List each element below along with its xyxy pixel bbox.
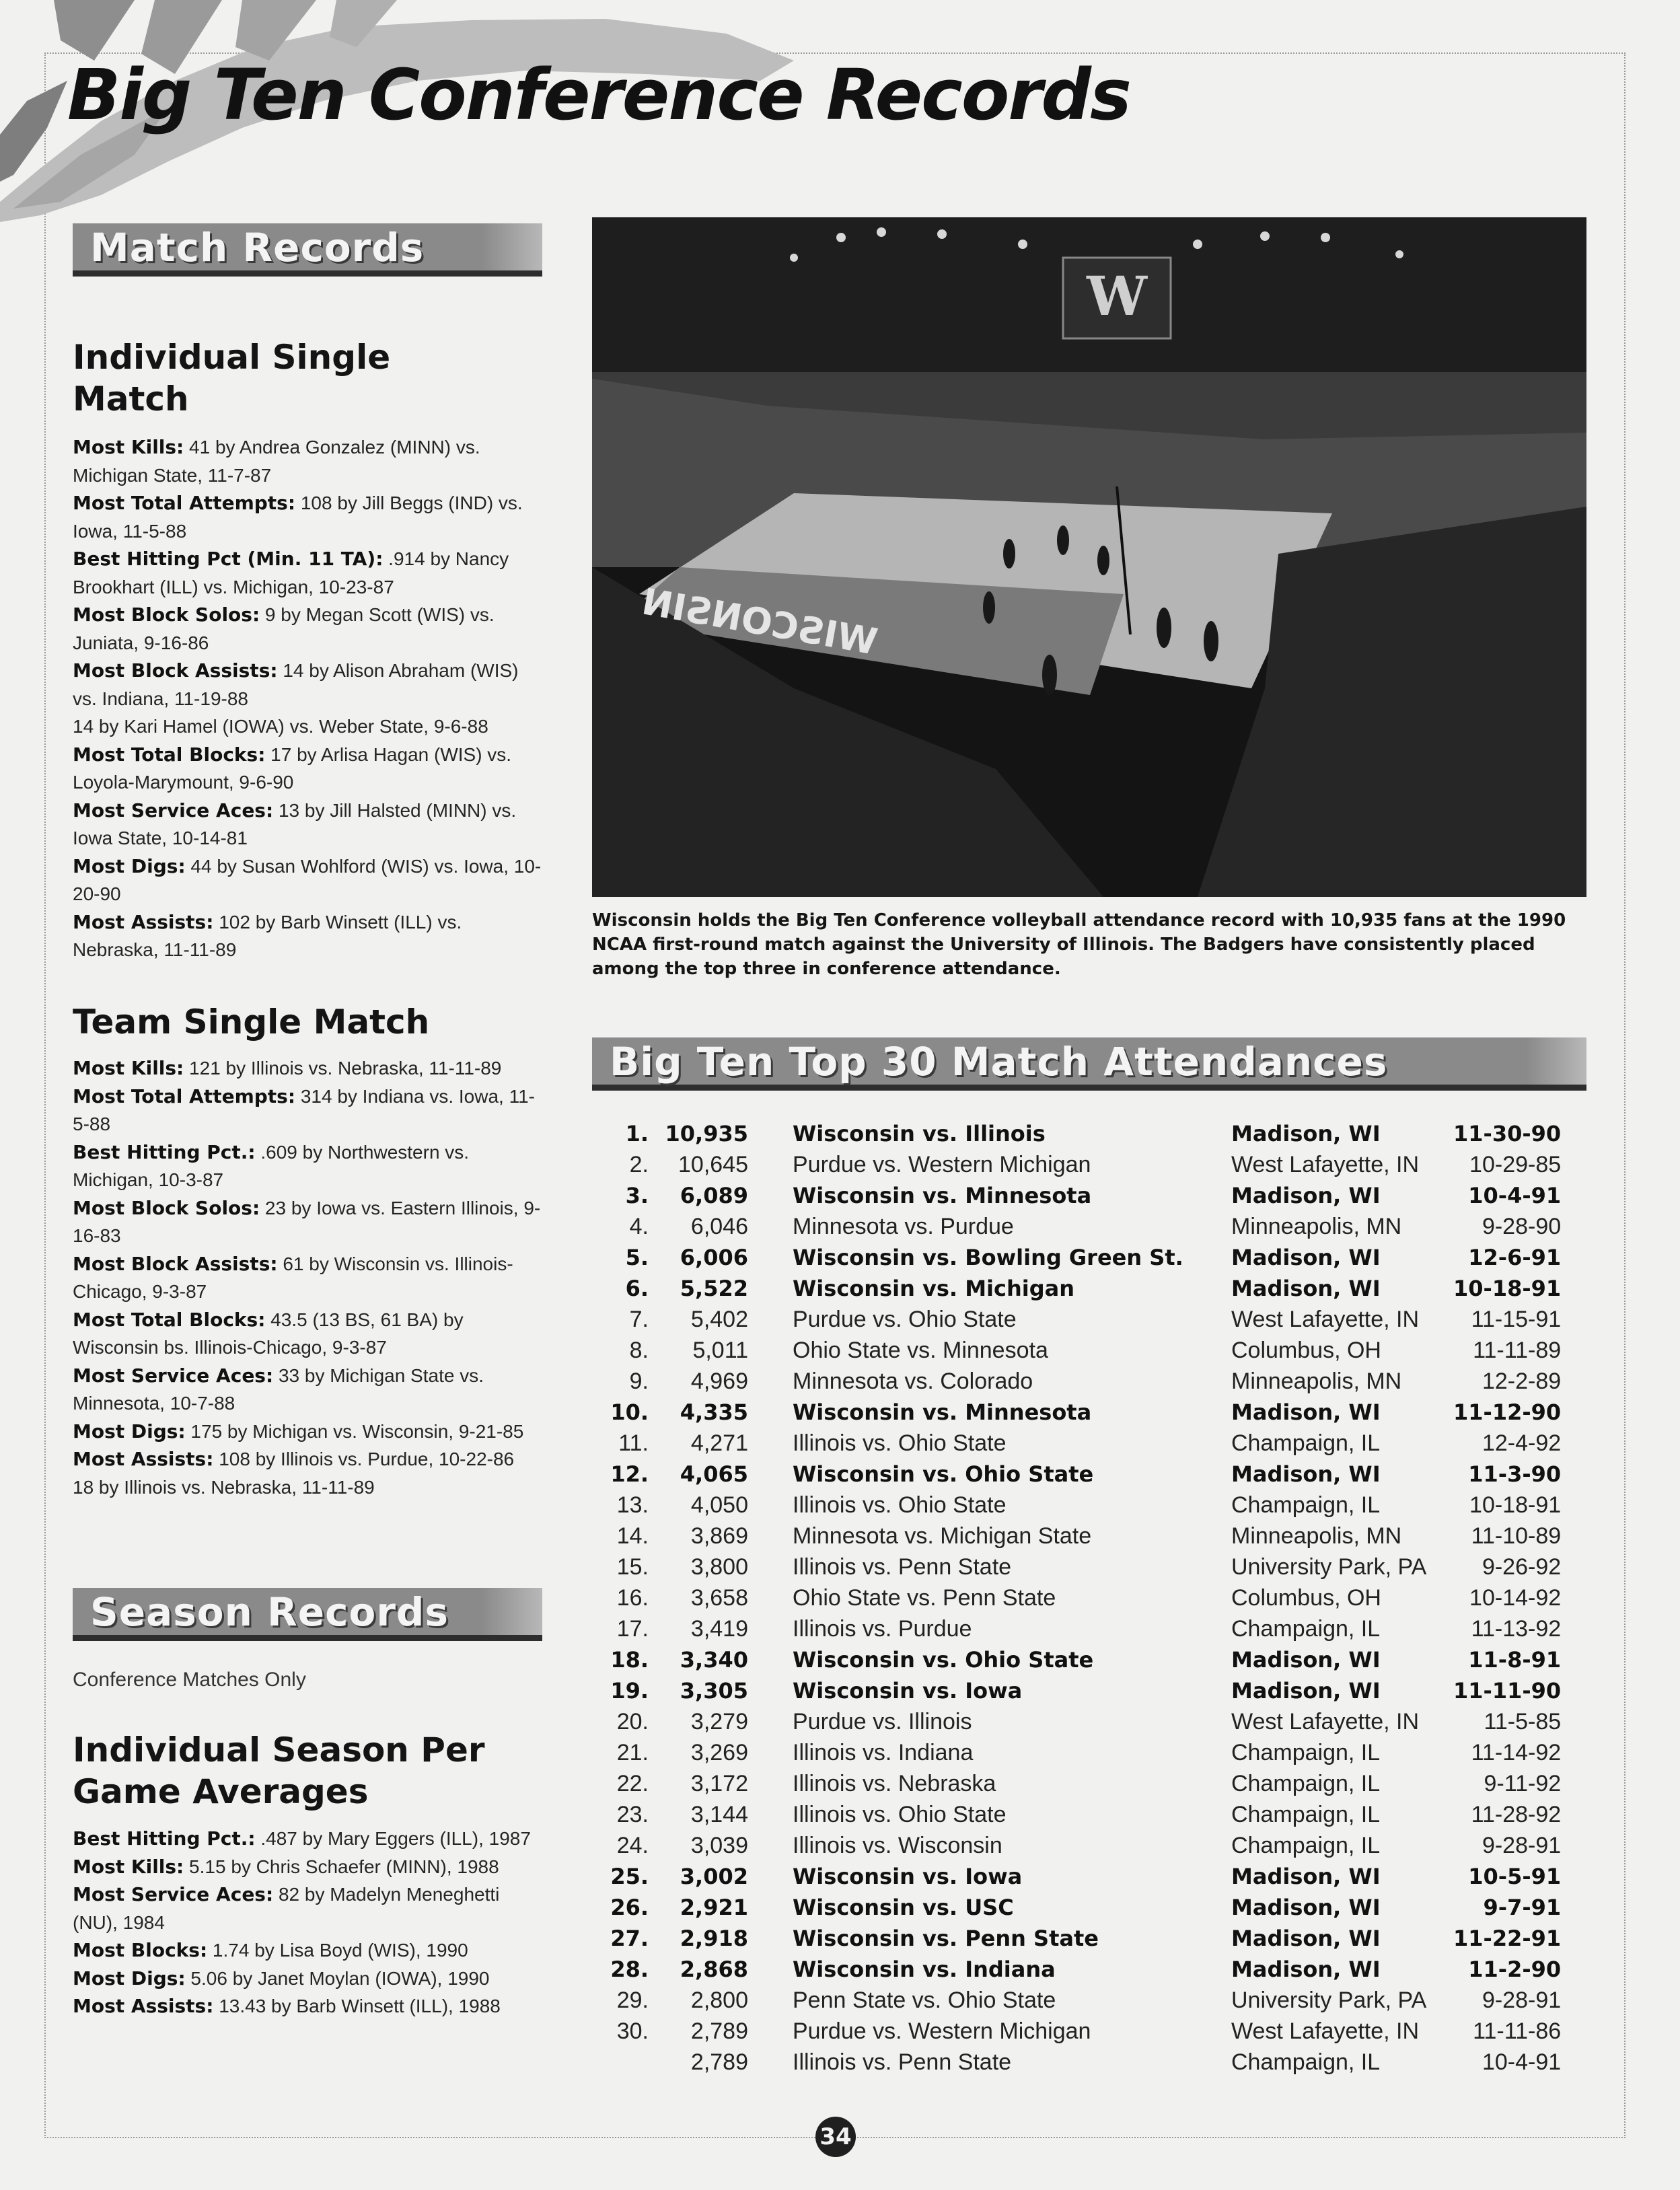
- attendance-location-cell: Minneapolis, MN: [1231, 1523, 1402, 1549]
- attendance-date-cell: 11-22-91: [1453, 1926, 1562, 1951]
- attendance-rank-cell: [592, 2047, 655, 2078]
- record-label: Most Service Aces:: [73, 1364, 274, 1387]
- attendance-table: [592, 1118, 1561, 2078]
- record-text: 17 by Arlisa Hagan (WIS) vs. Loyola-Marymount, 9-6-90: [73, 743, 512, 793]
- record-label: Best Hitting Pct.:: [73, 1827, 256, 1850]
- scoreboard-letter: W: [1087, 264, 1147, 328]
- attendance-matchup-cell: Wisconsin vs. Minnesota: [793, 1399, 1092, 1425]
- attendance-location-cell: University Park, PA: [1231, 1987, 1427, 2013]
- attendance-attendance-cell: 2,921: [680, 1895, 748, 1920]
- attendance-location-cell: Madison, WI: [1231, 1461, 1381, 1487]
- attendance-row: [592, 1490, 1561, 1521]
- record-text: 1.74 by Lisa Boyd (WIS), 1990: [207, 1940, 468, 1961]
- record-item: [73, 1965, 544, 1993]
- attendance-location-cell: West Lafayette, IN: [1231, 1307, 1420, 1332]
- attendance-row: [592, 1985, 1561, 2016]
- match-records-bar-label: Match Records: [90, 225, 425, 270]
- record-label: Most Kills:: [73, 1057, 184, 1079]
- attendance-rank-cell: 14.: [616, 1523, 649, 1549]
- record-label: Most Block Assists:: [73, 1252, 278, 1275]
- record-text: 18 by Illinois vs. Nebraska, 11-11-89: [73, 1476, 375, 1498]
- attendance-row: [592, 1613, 1561, 1644]
- attendance-attendance-cell: 3,419: [690, 1616, 748, 1642]
- attendance-row: [592, 1892, 1561, 1923]
- attendance-rank-cell: 3.: [625, 1183, 649, 1208]
- attendance-attendance-cell: 2,868: [680, 1957, 748, 1982]
- record-text: 13.43 by Barb Winsett (ILL), 1988: [213, 1996, 501, 2016]
- attendance-attendance-cell: 2,800: [690, 1987, 748, 2013]
- attendance-rank-cell: 6.: [625, 1276, 649, 1301]
- season-note: Conference Matches Only: [73, 1669, 306, 1691]
- attendance-attendance-cell: 10,935: [665, 1121, 748, 1146]
- attendance-location-cell: Champaign, IL: [1231, 1771, 1381, 1796]
- attendance-rank-cell: 22.: [616, 1771, 649, 1796]
- attendance-row: [592, 1428, 1561, 1459]
- attendance-matchup-cell: Illinois vs. Ohio State: [793, 1492, 1007, 1518]
- attendance-matchup-cell: Purdue vs. Western Michigan: [793, 2018, 1091, 2044]
- attendance-location-cell: Madison, WI: [1231, 1864, 1381, 1889]
- attendance-date-cell: 11-15-91: [1471, 1307, 1562, 1332]
- attendance-location-cell: Madison, WI: [1231, 1399, 1381, 1425]
- attendance-location-cell: Madison, WI: [1231, 1121, 1381, 1146]
- attendance-location-cell: Madison, WI: [1231, 1276, 1381, 1301]
- attendance-rank-cell: 4.: [629, 1214, 649, 1239]
- attendance-matchup-cell: Illinois vs. Nebraska: [793, 1771, 996, 1796]
- court-wordmark: WISCONSIN: [638, 580, 881, 663]
- attendance-date-cell: 11-14-92: [1471, 1740, 1562, 1765]
- attendance-date-cell: 10-4-91: [1468, 1183, 1562, 1208]
- individual-season-heading: Individual Season Per Game Averages: [73, 1730, 485, 1811]
- attendance-matchup-cell: Illinois vs. Penn State: [793, 1554, 1012, 1580]
- attendance-row: [592, 1211, 1561, 1242]
- attendance-location-cell: Champaign, IL: [1231, 1740, 1381, 1765]
- record-text: 13 by Jill Halsted (MINN) vs. Iowa State, 10-14-81: [73, 799, 517, 848]
- attendance-rank-cell: 28.: [610, 1957, 649, 1982]
- record-label: Most Service Aces:: [73, 1883, 274, 1905]
- attendance-rank-cell: 27.: [610, 1926, 649, 1951]
- attendance-date-cell: 10-18-91: [1453, 1276, 1562, 1301]
- record-label: Most Assists:: [73, 1995, 214, 2017]
- attendance-attendance-cell: 4,335: [680, 1399, 748, 1425]
- attendance-rank-cell: 9.: [629, 1368, 649, 1394]
- record-label: Most Service Aces:: [73, 799, 274, 822]
- record-item: [73, 1825, 544, 1853]
- attendance-rank-cell: 17.: [616, 1616, 649, 1642]
- attendance-matchup-cell: Illinois vs. Ohio State: [793, 1802, 1007, 1827]
- record-text: 5.15 by Chris Schaefer (MINN), 1988: [184, 1856, 499, 1877]
- attendance-matchup-cell: Purdue vs. Illinois: [793, 1709, 972, 1735]
- attendance-matchup-cell: Wisconsin vs. Ohio State: [793, 1647, 1094, 1673]
- attendance-rank-cell: 16.: [616, 1585, 649, 1611]
- attendance-location-cell: University Park, PA: [1231, 1554, 1427, 1580]
- record-text: 121 by Illinois vs. Nebraska, 11-11-89: [184, 1058, 502, 1079]
- record-item: [73, 1138, 544, 1194]
- attendance-attendance-cell: 5,402: [690, 1307, 748, 1332]
- attendance-date-cell: 9-28-91: [1482, 1833, 1562, 1858]
- individual-records-list: [73, 433, 544, 964]
- attendance-rank-cell: 2.: [629, 1152, 649, 1177]
- record-text: .609 by Northwestern vs. Michigan, 10-3-87: [73, 1141, 470, 1190]
- attendance-row: [592, 2016, 1561, 2047]
- attendance-row: [592, 1799, 1561, 1830]
- attendance-date-cell: 10-18-91: [1469, 1492, 1562, 1518]
- record-item: [73, 1936, 544, 1965]
- attendance-location-cell: Madison, WI: [1231, 1647, 1381, 1673]
- attendance-date-cell: 11-8-91: [1468, 1647, 1562, 1673]
- record-text: 108 by Jill Beggs (IND) vs. Iowa, 11-5-88: [73, 492, 523, 542]
- attendance-matchup-cell: Illinois vs. Purdue: [793, 1616, 972, 1642]
- attendance-date-cell: 10-5-91: [1468, 1864, 1562, 1889]
- attendance-matchup-cell: Wisconsin vs. Ohio State: [793, 1461, 1094, 1487]
- record-item: [73, 1445, 544, 1473]
- record-text: 14 by Alison Abraham (WIS) vs. Indiana, 11-19-88: [73, 660, 519, 709]
- attendance-matchup-cell: Wisconsin vs. Indiana: [793, 1957, 1056, 1982]
- attendance-row: [592, 1304, 1561, 1335]
- team-records-list: [73, 1054, 544, 1501]
- attendance-rank-cell: 25.: [610, 1864, 649, 1889]
- attendance-attendance-cell: 6,046: [690, 1214, 748, 1239]
- attendance-rank-cell: 19.: [610, 1678, 649, 1704]
- record-text: 33 by Michigan State vs. Minnesota, 10-7-88: [73, 1364, 484, 1414]
- record-label: Most Block Assists:: [73, 659, 278, 682]
- record-item: [73, 545, 544, 601]
- attendance-date-cell: 9-7-91: [1483, 1895, 1562, 1920]
- attendance-matchup-cell: Minnesota vs. Michigan State: [793, 1523, 1092, 1549]
- record-label: Most Block Solos:: [73, 1196, 260, 1219]
- attendance-attendance-cell: 3,340: [680, 1647, 748, 1673]
- record-text: 14 by Kari Hamel (IOWA) vs. Weber State, 9-6-88: [73, 716, 488, 737]
- attendance-rank-cell: 29.: [616, 1987, 649, 2013]
- attendance-date-cell: 12-4-92: [1482, 1430, 1562, 1456]
- attendance-matchup-cell: Purdue vs. Western Michigan: [793, 1152, 1091, 1177]
- record-item: [73, 1250, 544, 1306]
- record-text: .914 by Nancy Brookhart (ILL) vs. Michigan, 10-23-87: [73, 548, 509, 597]
- record-text: .487 by Mary Eggers (ILL), 1987: [255, 1828, 531, 1849]
- attendance-attendance-cell: 6,089: [680, 1183, 748, 1208]
- attendance-matchup-cell: Minnesota vs. Purdue: [793, 1214, 1014, 1239]
- record-label: Most Total Blocks:: [73, 743, 266, 766]
- record-text: 5.06 by Janet Moylan (IOWA), 1990: [185, 1967, 490, 1989]
- attendance-matchup-cell: Illinois vs. Indiana: [793, 1740, 974, 1765]
- attendance-matchup-cell: Wisconsin vs. Penn State: [793, 1926, 1099, 1951]
- attendance-rank-cell: 30.: [616, 2018, 649, 2044]
- attendance-matchup-cell: Wisconsin vs. USC: [793, 1895, 1014, 1920]
- attendance-row: [592, 1118, 1561, 1149]
- attendance-matchup-cell: Purdue vs. Ohio State: [793, 1307, 1017, 1332]
- attendance-location-cell: Columbus, OH: [1231, 1338, 1381, 1363]
- arena-photo: [592, 217, 1586, 897]
- record-item: [73, 1992, 544, 2020]
- attendance-attendance-cell: 2,789: [690, 2049, 748, 2075]
- attendance-attendance-cell: 3,002: [680, 1864, 748, 1889]
- attendance-matchup-cell: Wisconsin vs. Illinois: [793, 1121, 1046, 1146]
- attendance-location-cell: Madison, WI: [1231, 1957, 1381, 1982]
- record-label: Most Kills:: [73, 1855, 184, 1878]
- record-text: 102 by Barb Winsett (ILL) vs. Nebraska, 11-11-89: [73, 911, 462, 960]
- attendance-matchup-cell: Wisconsin vs. Michigan: [793, 1276, 1074, 1301]
- attendance-date-cell: 11-28-92: [1471, 1802, 1562, 1827]
- attendance-matchup-cell: Wisconsin vs. Minnesota: [793, 1183, 1092, 1208]
- attendance-date-cell: 9-28-91: [1482, 1987, 1562, 2013]
- attendance-attendance-cell: 5,011: [692, 1338, 748, 1363]
- attendance-date-cell: 11-3-90: [1468, 1461, 1562, 1487]
- record-text: 108 by Illinois vs. Purdue, 10-22-86: [213, 1449, 515, 1469]
- attendance-row: [592, 1366, 1561, 1397]
- record-label: Most Digs:: [73, 854, 186, 877]
- attendance-matchup-cell: Ohio State vs. Minnesota: [793, 1338, 1048, 1363]
- record-item: [73, 713, 544, 741]
- attendance-row: [592, 1459, 1561, 1490]
- attendance-attendance-cell: 4,050: [690, 1492, 748, 1518]
- record-item: [73, 1083, 544, 1138]
- attendance-location-cell: Madison, WI: [1231, 1895, 1381, 1920]
- attendance-row: [592, 1552, 1561, 1582]
- record-label: Most Blocks:: [73, 1939, 208, 1961]
- attendance-rank-cell: 10.: [610, 1399, 649, 1425]
- record-text: 175 by Michigan vs. Wisconsin, 9-21-85: [185, 1420, 524, 1442]
- season-records-bar-label: Season Records: [90, 1589, 449, 1635]
- attendance-rank-cell: 8.: [629, 1338, 649, 1363]
- record-label: Best Hitting Pct (Min. 11 TA):: [73, 548, 384, 570]
- record-label: Most Kills:: [73, 436, 184, 458]
- record-label: Most Digs:: [73, 1420, 186, 1443]
- attendance-location-cell: West Lafayette, IN: [1231, 1152, 1420, 1177]
- record-label: Most Block Solos:: [73, 604, 260, 626]
- match-records-bar: [73, 223, 542, 277]
- record-item: [73, 852, 544, 908]
- attendance-location-cell: Champaign, IL: [1231, 1802, 1381, 1827]
- team-single-match-heading: Team Single Match: [73, 1002, 430, 1042]
- attendance-row: [592, 1644, 1561, 1675]
- page-title: Big Ten Conference Records: [67, 54, 1130, 136]
- attendance-attendance-cell: 3,658: [690, 1585, 748, 1611]
- attendance-rank-cell: 23.: [616, 1802, 649, 1827]
- attendance-attendance-cell: 3,279: [690, 1709, 748, 1735]
- attendance-rank-cell: 5.: [625, 1245, 649, 1270]
- page-number: 34: [815, 2117, 856, 2157]
- attendance-attendance-cell: 2,918: [680, 1926, 748, 1951]
- attendance-row: [592, 1923, 1561, 1954]
- record-text: 23 by Iowa vs. Eastern Illinois, 9-16-83: [73, 1197, 541, 1246]
- attendance-row: [592, 1242, 1561, 1273]
- attendance-location-cell: Champaign, IL: [1231, 1492, 1381, 1518]
- attendance-row: [592, 1861, 1561, 1892]
- attendance-matchup-cell: Illinois vs. Ohio State: [793, 1430, 1007, 1456]
- record-label: Most Digs:: [73, 1967, 186, 1990]
- record-item: [73, 1054, 544, 1083]
- attendance-attendance-cell: 4,271: [690, 1430, 748, 1456]
- attendance-matchup-cell: Wisconsin vs. Iowa: [793, 1678, 1023, 1704]
- attendance-location-cell: Champaign, IL: [1231, 1430, 1381, 1456]
- attendance-rank-cell: 11.: [618, 1430, 649, 1456]
- record-text: 41 by Andrea Gonzalez (MINN) vs. Michigan State, 11-7-87: [73, 437, 480, 486]
- attendance-rank-cell: 20.: [616, 1709, 649, 1735]
- season-records-bar: [73, 1588, 542, 1641]
- attendance-date-cell: 11-13-92: [1471, 1616, 1562, 1642]
- attendance-location-cell: Madison, WI: [1231, 1926, 1381, 1951]
- attendance-date-cell: 11-12-90: [1453, 1399, 1562, 1425]
- attendance-rank-cell: 24.: [616, 1833, 649, 1858]
- attendance-date-cell: 11-10-89: [1471, 1523, 1562, 1549]
- attendance-bar: [592, 1037, 1586, 1091]
- attendance-attendance-cell: 3,305: [680, 1678, 748, 1704]
- attendance-date-cell: 11-11-86: [1473, 2018, 1562, 2044]
- record-text: 9 by Megan Scott (WIS) vs. Juniata, 9-16-86: [73, 604, 495, 653]
- attendance-date-cell: 11-30-90: [1453, 1121, 1562, 1146]
- attendance-location-cell: Minneapolis, MN: [1231, 1214, 1402, 1239]
- record-item: [73, 1853, 544, 1881]
- attendance-matchup-cell: Ohio State vs. Penn State: [793, 1585, 1056, 1611]
- record-text: 82 by Madelyn Meneghetti (NU), 1984: [73, 1884, 500, 1933]
- attendance-attendance-cell: 3,269: [690, 1740, 748, 1765]
- attendance-location-cell: Champaign, IL: [1231, 1616, 1381, 1642]
- record-item: [73, 1362, 544, 1418]
- attendance-location-cell: West Lafayette, IN: [1231, 2018, 1420, 2044]
- record-item: [73, 1418, 544, 1446]
- attendance-matchup-cell: Wisconsin vs. Bowling Green St.: [793, 1245, 1183, 1270]
- attendance-location-cell: Champaign, IL: [1231, 1833, 1381, 1858]
- attendance-row: [592, 1954, 1561, 1985]
- attendance-attendance-cell: 6,006: [680, 1245, 748, 1270]
- attendance-matchup-cell: Penn State vs. Ohio State: [793, 1987, 1056, 2013]
- record-item: [73, 601, 544, 657]
- record-item: [73, 489, 544, 545]
- attendance-row: [592, 1675, 1561, 1706]
- record-item: [73, 1881, 544, 1936]
- attendance-date-cell: 10-29-85: [1469, 1152, 1562, 1177]
- attendance-rank-cell: 13.: [616, 1492, 649, 1518]
- record-label: Most Assists:: [73, 1448, 214, 1470]
- record-label: Most Total Attempts:: [73, 492, 296, 514]
- record-label: Most Assists:: [73, 910, 214, 933]
- attendance-date-cell: 11-11-90: [1453, 1678, 1562, 1704]
- record-label: Best Hitting Pct.:: [73, 1140, 256, 1163]
- attendance-attendance-cell: 3,039: [690, 1833, 748, 1858]
- attendance-date-cell: 10-4-91: [1482, 2049, 1562, 2075]
- attendance-attendance-cell: 4,969: [690, 1368, 748, 1394]
- attendance-rank-cell: 26.: [610, 1895, 649, 1920]
- record-text: 44 by Susan Wohlford (WIS) vs. Iowa, 10-20-90: [73, 855, 542, 904]
- record-item: [73, 741, 544, 797]
- attendance-attendance-cell: 3,800: [690, 1554, 748, 1580]
- attendance-row: [592, 1273, 1561, 1304]
- attendance-row: [592, 1737, 1561, 1768]
- attendance-attendance-cell: 4,065: [680, 1461, 748, 1487]
- attendance-row: [592, 1706, 1561, 1737]
- attendance-row: [592, 1180, 1561, 1211]
- attendance-attendance-cell: 2,789: [690, 2018, 748, 2044]
- attendance-row: [592, 1335, 1561, 1366]
- record-item: [73, 1473, 544, 1502]
- record-item: [73, 1306, 544, 1362]
- attendance-date-cell: 10-14-92: [1469, 1585, 1562, 1611]
- attendance-location-cell: Madison, WI: [1231, 1245, 1381, 1270]
- attendance-attendance-cell: 10,645: [678, 1152, 748, 1177]
- attendance-date-cell: 11-5-85: [1484, 1709, 1562, 1735]
- attendance-location-cell: Madison, WI: [1231, 1183, 1381, 1208]
- attendance-location-cell: West Lafayette, IN: [1231, 1709, 1420, 1735]
- attendance-attendance-cell: 3,869: [690, 1523, 748, 1549]
- individual-single-match-heading: Individual Single Match: [73, 338, 391, 418]
- record-text: 43.5 (13 BS, 61 BA) by Wisconsin bs. Illinois-Chicago, 9-3-87: [73, 1309, 464, 1358]
- attendance-date-cell: 9-11-92: [1484, 1771, 1562, 1796]
- attendance-date-cell: 9-28-90: [1482, 1214, 1562, 1239]
- attendance-location-cell: Madison, WI: [1231, 1678, 1381, 1704]
- attendance-row: [592, 1830, 1561, 1861]
- record-item: [73, 908, 544, 964]
- attendance-location-cell: Champaign, IL: [1231, 2049, 1381, 2075]
- attendance-attendance-cell: 3,144: [690, 1802, 748, 1827]
- attendance-row: [592, 1768, 1561, 1799]
- attendance-row: [592, 1149, 1561, 1180]
- attendance-rank-cell: 1.: [625, 1121, 649, 1146]
- record-text: 314 by Indiana vs. Iowa, 11-5-88: [73, 1085, 535, 1134]
- attendance-date-cell: 11-11-89: [1473, 1338, 1562, 1363]
- attendance-date-cell: 9-26-92: [1482, 1554, 1562, 1580]
- attendance-rank-cell: 12.: [610, 1461, 649, 1487]
- attendance-row: [592, 1397, 1561, 1428]
- record-item: [73, 797, 544, 852]
- attendance-row: [592, 1582, 1561, 1613]
- season-records-list: [73, 1825, 544, 2020]
- attendance-matchup-cell: Illinois vs. Penn State: [793, 2049, 1012, 2075]
- attendance-rank-cell: 7.: [629, 1307, 649, 1332]
- attendance-attendance-cell: 5,522: [680, 1276, 748, 1301]
- attendance-attendance-cell: 3,172: [690, 1771, 748, 1796]
- record-label: Most Total Blocks:: [73, 1308, 266, 1331]
- attendance-rank-cell: 21.: [616, 1740, 649, 1765]
- attendance-location-cell: Columbus, OH: [1231, 1585, 1381, 1611]
- record-label: Most Total Attempts:: [73, 1085, 296, 1107]
- record-item: [73, 1194, 544, 1250]
- attendance-bar-label: Big Ten Top 30 Match Attendances: [610, 1039, 1388, 1085]
- attendance-rank-cell: 18.: [610, 1647, 649, 1673]
- attendance-date-cell: 11-2-90: [1468, 1957, 1562, 1982]
- photo-caption: Wisconsin holds the Big Ten Conference volleyball attendance record with 10,935 fans at the 1990 NCAA first-round match against the University of Illinois. The Badgers have consistently placed among the top three in conference attendance.: [592, 910, 1566, 979]
- attendance-date-cell: 12-2-89: [1482, 1368, 1562, 1394]
- record-text: 61 by Wisconsin vs. Illinois-Chicago, 9-3-87: [73, 1253, 513, 1302]
- attendance-location-cell: Minneapolis, MN: [1231, 1368, 1402, 1394]
- attendance-matchup-cell: Wisconsin vs. Iowa: [793, 1864, 1023, 1889]
- record-item: [73, 433, 544, 489]
- attendance-matchup-cell: Minnesota vs. Colorado: [793, 1368, 1033, 1394]
- attendance-rank-cell: 15.: [616, 1554, 649, 1580]
- attendance-matchup-cell: Illinois vs. Wisconsin: [793, 1833, 1002, 1858]
- record-item: [73, 657, 544, 713]
- attendance-date-cell: 12-6-91: [1468, 1245, 1562, 1270]
- attendance-row: [592, 2047, 1561, 2078]
- attendance-row: [592, 1521, 1561, 1552]
